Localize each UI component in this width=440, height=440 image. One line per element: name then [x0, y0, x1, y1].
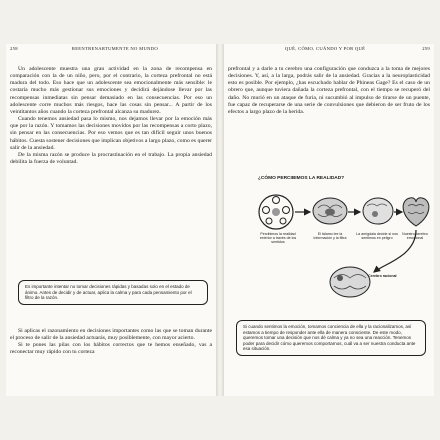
caption-amygdala: La amígdala decide si nos sentimos en peligro [356, 232, 398, 241]
left-note-box [18, 280, 208, 305]
right-running-head [228, 46, 430, 51]
paragraph: Si te pones las pilas con los hábitos correctos que te hemos enseñado, vas a reconectar muy rápido con tu corteza [10, 342, 212, 356]
right-page-number: 259 [422, 46, 430, 51]
amygdala-brain-icon [363, 198, 393, 224]
paragraph: Cuando tenemos ansiedad pasa lo mismo, nos dejamos llevar por la emoción más que por la razón. Y tomamos las decisiones movidos por las recompensas a corto plazo, sin pensar en las consecuencias. Por eso vemos que es tan difícil seguir unos buenos hábitos. Cuesta sostener decisiones que implican objetivos a largo plazo, como es querer salir de la ansiedad. [10, 116, 212, 151]
paragraph: Un adolescente muestra una gran actividad en la zona de recompensa en comparación con la de un niño, pero, por el contrario, la corteza prefrontal no está madura del todo. Eso hace que un adolescente sea emocionalmente más sensible: le costaría mucho más gestionar sus emociones y decidirá dejándose llevar por las recompensas inmediatas sin pensar demasiado en las consecuencias. Por eso un adolescente corre muchos más riesgos, hace las cosas sin pensar... A partir de los veintitantos años cuando la corteza prefrontal alcanza su madurez. [10, 66, 212, 115]
section-title: ¿CÓMO PERCIBIMOS LA REALIDAD? [258, 176, 345, 181]
paragraph: Si aplicas el razonamiento en decisiones importantes como las que se toman durante el proceso de salir de la ansiedad actuarás, muy posiblemente, con mayor acierto. [10, 328, 212, 342]
book-gutter [216, 44, 224, 396]
right-running-title: QUÉ, CÓMO, CUÁNDO Y POR QUÉ [284, 46, 366, 51]
left-body-text [10, 66, 212, 166]
thalamus-brain-icon [313, 198, 347, 224]
right-note-box [236, 320, 426, 356]
left-page-number: 258 [10, 46, 18, 51]
caption-rational: Cerebro racional [368, 274, 397, 278]
left-running-title: REENTRENARTUMENTE NO MUNDO [71, 46, 158, 51]
perception-diagram [254, 186, 430, 328]
caption-senses: Percibimos la realidad exterior a través de los sentidos [259, 232, 297, 245]
caption-emotional: Nuestro cerebro emocional [402, 232, 428, 241]
emotional-brain-icon [403, 198, 429, 226]
paragraph: prefrontal y a darle a tu cerebro una configuración que conduzca a la toma de mejores decisiones. Y, así, a la larga, podrás salir de la ansiedad. Gracias a la neuroplasticidad esto es posible. Por ejemplo, ¿has escuchado hablar de Phineas Gage? Es el caso de un obrero que, aunque tuviera dañada la corteza prefrontal, con el tiempo se recuperó del daño. No murió en un ataque de furia, ni sucumbió al impulso de tirarse de un puente, fue capaz de recuperarse de una serie de convulsiones que debieron de ser fruto de los efectos a largo plazo de la herida. [228, 66, 430, 115]
note-text: Es importante intentar no tomar decisiones rápidas y basadas solo en el estado de ánimo. Antes de decidir y de actuar, aplica la calma y para cada pensamiento por el filtro de la razón. [25, 284, 192, 301]
left-running-head [10, 46, 212, 51]
left-page [6, 44, 216, 396]
caption-thalamus: El tálamo lee la información y la filtra [313, 232, 347, 241]
left-body-text-after [10, 328, 212, 357]
senses-icon [259, 195, 293, 229]
rational-brain-icon [330, 267, 370, 297]
right-body-text [228, 66, 430, 116]
note-text: Si cuando sentimos la emoción, tomamos conciencia de ella y la racionalizamos, así estamos a tiempo de responder ante ella de manera consciente. De este modo, queremos tomar una decisión que nos dé calma y ya no sea una reacción. Tenemos poder para decidir cómo queremos comportarnos, cuál va a ser nuestra conducta ante esa situación. [243, 324, 416, 352]
paragraph: De la misma razón se produce la procrastinación en el trabajo. La propia ansiedad debilita la fuerza de voluntad. [10, 151, 212, 166]
right-page [224, 44, 434, 396]
perception-figure [254, 186, 430, 328]
